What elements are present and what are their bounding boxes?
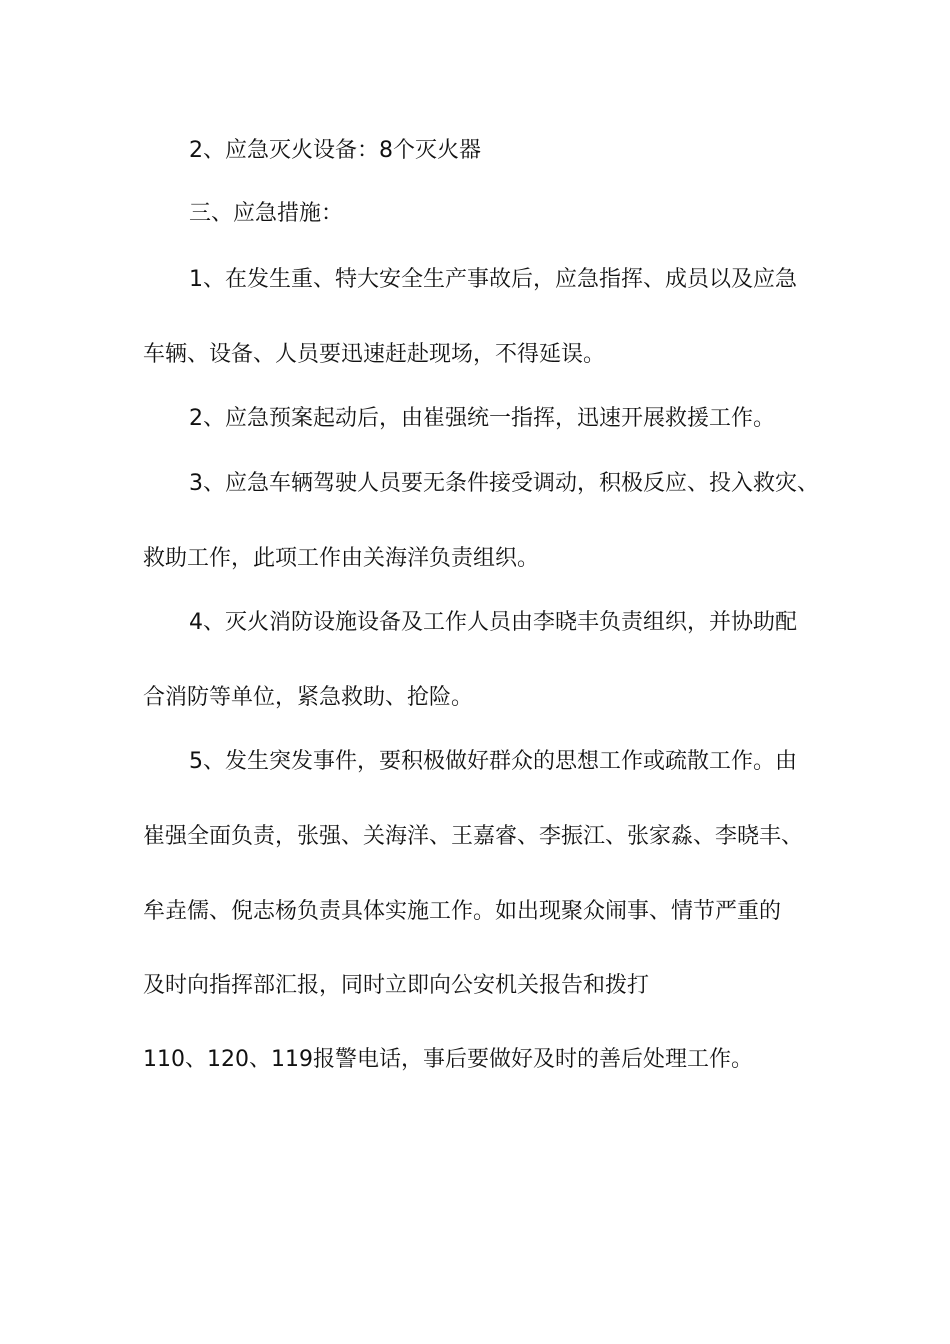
text-line-measure-5-e: 110、120、119报警电话，事后要做好及时的善后处理工作。 bbox=[143, 1047, 753, 1072]
section-heading-emergency-measures: 三、应急措施： bbox=[189, 201, 344, 226]
text-line-measure-1-b: 车辆、设备、人员要迅速赶赴现场，不得延误。 bbox=[143, 342, 606, 367]
text-line-measure-4-b: 合消防等单位，紧急救助、抢险。 bbox=[143, 685, 474, 710]
text-line-measure-1-a: 1、在发生重、特大安全生产事故后，应急指挥、成员以及应急 bbox=[189, 267, 797, 292]
text-line-measure-2: 2、应急预案起动后，由崔强统一指挥，迅速开展救援工作。 bbox=[189, 406, 775, 431]
text-line-measure-5-b: 崔强全面负责，张强、关海洋、王嘉睿、李振江、张家淼、李晓丰、 bbox=[143, 824, 804, 849]
text-line-measure-4-a: 4、灭火消防设施设备及工作人员由李晓丰负责组织，并协助配 bbox=[189, 610, 797, 635]
text-line-measure-3-a: 3、应急车辆驾驶人员要无条件接受调动，积极反应、投入救灾、 bbox=[189, 471, 819, 496]
text-line-measure-5-a: 5、发生突发事件，要积极做好群众的思想工作或疏散工作。由 bbox=[189, 749, 797, 774]
text-line-equipment: 2、应急灭火设备：8个灭火器 bbox=[189, 138, 481, 163]
text-line-measure-5-c: 牟垚儒、倪志杨负责具体实施工作。如出现聚众闹事、情节严重的 bbox=[143, 899, 782, 924]
text-line-measure-3-b: 救助工作，此项工作由关海洋负责组织。 bbox=[143, 546, 540, 571]
text-line-measure-5-d: 及时向指挥部汇报，同时立即向公安机关报告和拨打 bbox=[143, 973, 650, 998]
